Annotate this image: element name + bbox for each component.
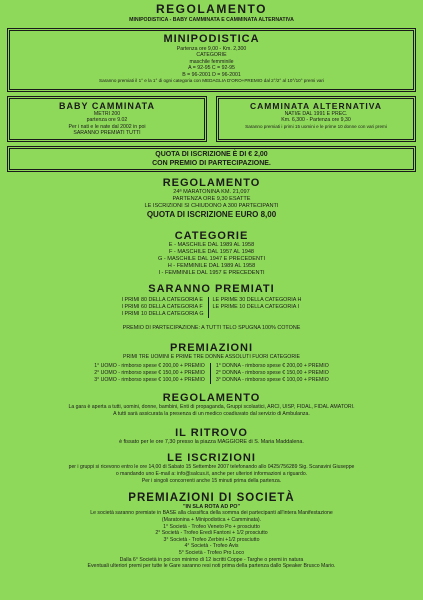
societa-prize: 5° Società - Trofeo Pro Loco bbox=[178, 549, 245, 556]
regolamento-line: LE ISCRIZIONI SI CHIUDONO A 300 PARTECIPANTI bbox=[144, 203, 279, 209]
ritrovo-line: è fissato per le ore 7,30 presso la piazza MAGGIORE di S. Maria Maddalena. bbox=[119, 439, 304, 445]
premiazioni-men-line: 1° UOMO - rimborso spese € 200,00 + PREMIO bbox=[94, 363, 205, 370]
premiati-right-line: LE PRIME 30 DELLA CATEGORIA H bbox=[212, 297, 302, 303]
top-title: REGOLAMENTO bbox=[156, 2, 267, 16]
premiazioni-women-line: 1° DONNA - rimborso spese € 200,00 + PREMIO bbox=[215, 363, 329, 370]
quota-line: QUOTA DI ISCRIZIONE È DI € 2,00 bbox=[155, 151, 268, 158]
premiazioni-title: PREMIAZIONI bbox=[169, 342, 254, 354]
baby-line: partenza ore 9.02 bbox=[86, 117, 128, 124]
societa-title: PREMIAZIONI DI SOCIETÀ bbox=[128, 492, 295, 504]
minipodistica-line: Saranno premiati il 1° e la 1° di ogni categoria con MEDAGLIA D'ORO+PREMIO dal 2°/2° al 10°/10° premi vari bbox=[99, 78, 324, 84]
premiazioni-women-line: 3° DONNA - rimborso spese € 100,00 + PREMIO bbox=[215, 377, 329, 384]
premiati-right-column bbox=[209, 297, 302, 318]
categorie-title: CATEGORIE bbox=[174, 230, 249, 242]
minipodistica-line: maschile femminile bbox=[189, 58, 234, 65]
iscrizioni-line: per i gruppi si ricevono entro le ore 14,00 di Sabato 15 Settembre 2007 telefonando allo 0425/756289 Sig. Scanavini Giuseppe bbox=[68, 464, 355, 470]
categorie-line: I - FEMMINILE DAL 1957 E PRECEDENTI bbox=[158, 270, 265, 276]
ritrovo-section bbox=[0, 427, 423, 445]
top-header bbox=[0, 2, 423, 23]
iscrizioni-line: o mandando uno E-mail a: info@salcus.it, anche per ulteriori informazioni a riguardo. bbox=[115, 471, 308, 477]
societa-outro: Eventuali ulteriori premi per tutte le Gare saranno resi noti prima della partenza dallo Speaker Brusco Mario. bbox=[87, 563, 336, 570]
premiati-right-line: LE PRIME 10 DELLA CATEGORIA I bbox=[212, 304, 300, 310]
societa-section bbox=[0, 492, 423, 570]
regolamento-quota: QUOTA DI ISCRIZIONE EURO 8,00 bbox=[146, 210, 277, 219]
quota-box bbox=[9, 148, 414, 170]
baby-line: METRI 200 bbox=[93, 111, 121, 117]
societa-intro: (Maratonina + Minipodistica + Camminata). bbox=[161, 517, 262, 523]
regolamento-title: REGOLAMENTO bbox=[162, 177, 261, 189]
regolamento-line: PARTENZA ORE 9,30 ESATTE bbox=[172, 196, 251, 202]
premiazioni-men-line: 2° UOMO - rimborso spese € 150,00 + PREMIO bbox=[94, 370, 205, 377]
categorie-section bbox=[0, 230, 423, 277]
regolamento-generale-line: A tutti sarà assicurata la presenza di un medico coadiuvato dal servizio di Ambulanza. bbox=[113, 411, 310, 417]
alternativa-line: Saranno premiati i primi 15 uomini e le prime 10 donne con vari premi bbox=[245, 123, 387, 129]
premiati-left-line: I PRIMI 60 DELLA CATEGORIA F bbox=[121, 304, 203, 310]
minipodistica-box bbox=[9, 30, 414, 90]
ritrovo-title: IL RITROVO bbox=[175, 427, 248, 439]
regolamento-line: 24ª MARATONINA KM. 21,097 bbox=[173, 189, 250, 195]
premiati-section bbox=[0, 283, 423, 331]
minipodistica-line: A = 92-95 C = 92-95 bbox=[188, 65, 235, 72]
categorie-line: E - MASCHILE DAL 1989 AL 1958 bbox=[168, 242, 255, 248]
alternativa-line: Km. 6,300 - Partenza ore 9,30 bbox=[281, 117, 351, 124]
baby-line: SARANNO PREMIATI TUTTI bbox=[73, 130, 141, 137]
top-subtitle: MINIPODISTICA - BABY CAMMINATA E CAMMINATA ALTERNATIVA bbox=[129, 17, 294, 23]
premiazioni-women-line: 2° DONNA - rimborso spese € 150,00 + PREMIO bbox=[215, 370, 329, 377]
alternativa-line: NATI/E DAL 1991 E PREC. bbox=[284, 111, 348, 117]
iscrizioni-section bbox=[0, 452, 423, 485]
premiati-left-column bbox=[122, 297, 209, 318]
categorie-line: H - FEMMINILE DAL 1989 AL 1958 bbox=[167, 263, 256, 269]
iscrizioni-title: LE ISCRIZIONI bbox=[167, 452, 256, 464]
societa-motto: "IN SLA ROTA AD PO" bbox=[182, 504, 241, 510]
premiazioni-section bbox=[0, 342, 423, 384]
societa-prize: 3° Società - Trofeo Zerbini +1/2 prosciutto bbox=[163, 536, 260, 543]
premiazioni-subtitle: PRIMI TRE UOMINI E PRIME TRE DONNE ASSOLUTI FUORI CATEGORIE bbox=[123, 354, 300, 360]
premiati-left-line: I PRIMI 80 DELLA CATEGORIA E bbox=[121, 297, 203, 303]
quota-line: CON PREMIO DI PARTECIPAZIONE. bbox=[152, 160, 271, 167]
categorie-line: G - MASCHILE DAL 1947 E PRECEDENTI bbox=[157, 256, 266, 262]
alternativa-box bbox=[218, 98, 414, 140]
baby-box bbox=[9, 98, 205, 140]
societa-outro: Dalla 6° Società in poi con minimo di 12 iscritti Coppe - Targhe o premi in natura bbox=[119, 556, 304, 563]
premiati-left-line: I PRIMI 10 DELLA CATEGORIA G bbox=[121, 311, 204, 317]
minipodistica-line: Partenza ore 9,00 - Km. 2,300 bbox=[176, 46, 247, 52]
minipodistica-line: B = 96-2001 D = 96-2001 bbox=[182, 71, 241, 78]
societa-prize: 4° Società - Trofeo Avis bbox=[184, 543, 239, 550]
premiazioni-men-column bbox=[94, 363, 211, 384]
baby-line: Per i nati e le nate dal 2002 in poi bbox=[68, 123, 146, 130]
regolamento-generale bbox=[0, 392, 423, 418]
regolamento-maratonina bbox=[0, 177, 423, 219]
iscrizioni-line: Per i singoli concorrenti anche 15 minuti prima della partenza. bbox=[141, 478, 282, 484]
categorie-line: F - MASCHILE DAL 1957 AL 1948 bbox=[168, 249, 255, 255]
premiati-title: SARANNO PREMIATI bbox=[148, 283, 275, 295]
minipodistica-line: CATEGORIE bbox=[196, 52, 227, 59]
premiati-note: PREMIO DI PARTECIPAZIONE: A TUTTI TELO SPUGNA 100% COTONE bbox=[122, 325, 301, 331]
alternativa-title: CAMMINATA ALTERNATIVA bbox=[250, 101, 382, 111]
regolamento-generale-line: La gara è aperta a tutti, uomini, donne, bambini, Enti di propaganda, Gruppi scolastici, ARCI, UISP, FIDAL, FIDAL AMATORI. bbox=[68, 404, 355, 410]
premiazioni-women-column bbox=[211, 363, 329, 384]
minipodistica-title: MINIPODISTICA bbox=[163, 33, 260, 45]
baby-title: BABY CAMMINATA bbox=[59, 101, 155, 111]
societa-prize: 2° Società - Trofeo Eredi Fantoni + 1/2 prosciutto bbox=[155, 530, 268, 537]
premiazioni-men-line: 3° UOMO - rimborso spese € 100,00 + PREMIO bbox=[94, 377, 205, 384]
societa-intro: Le società saranno premiate in BASE alla classifica della somma dei partecipanti all'intera Manifestazione bbox=[90, 510, 333, 517]
societa-prize: 1° Società - Trofeo Veneto Po + prosciutto bbox=[163, 523, 260, 530]
regolamento-generale-title: REGOLAMENTO bbox=[162, 392, 261, 404]
